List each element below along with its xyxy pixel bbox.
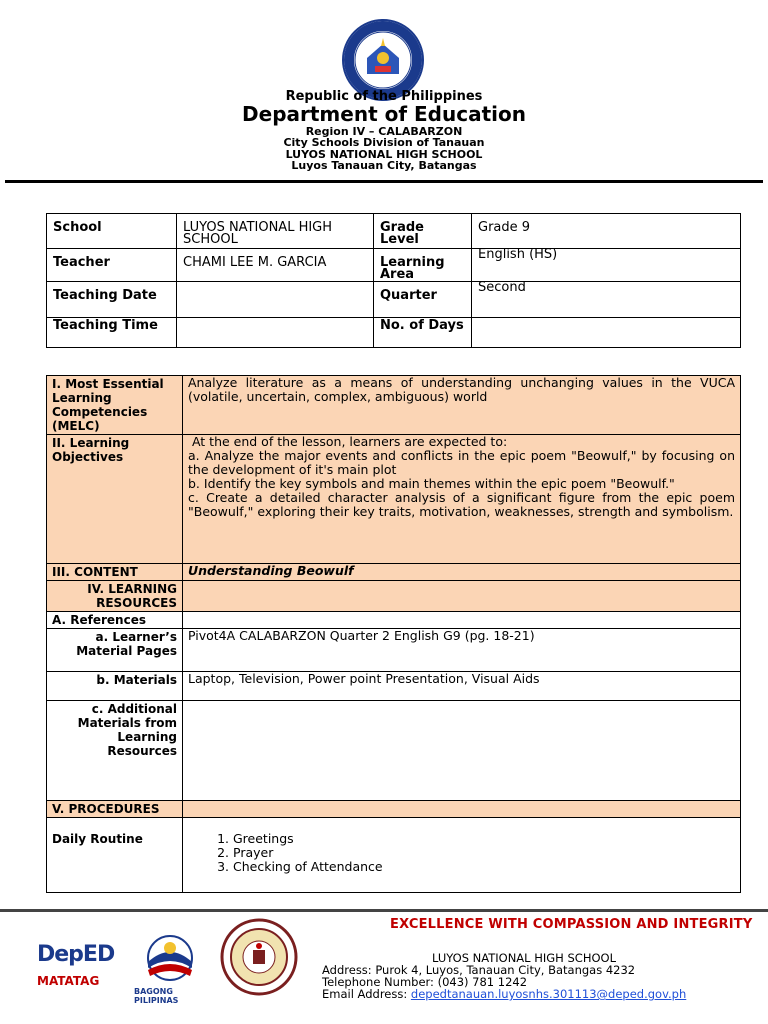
teacher-label: Teacher <box>47 249 177 282</box>
footer-phone: Telephone Number: (043) 781 1242 <box>322 975 528 989</box>
quarter-value: Second <box>472 282 741 318</box>
objectives-label: II. Learning Objectives <box>47 435 183 564</box>
objective-b: b. Identify the key symbols and main themes within the epic poem "Beowulf." <box>188 476 675 491</box>
region-heading: Region IV – CALABARZON <box>305 125 463 138</box>
footer-divider <box>0 909 768 912</box>
learning-area-value: English (HS) <box>472 249 741 282</box>
references-label: A. References <box>47 612 183 629</box>
routine-item: 1. Greetings <box>233 832 735 846</box>
materials-value: Laptop, Television, Power point Presentation, Visual Aids <box>183 672 741 701</box>
bagong-pilipinas-logo <box>130 932 210 1005</box>
daily-routine-value <box>183 818 741 893</box>
learning-area-label: Learning Area <box>374 249 472 282</box>
objectives-intro: At the end of the lesson, learners are expected to: <box>188 434 508 449</box>
quarter-label: Quarter <box>374 282 472 318</box>
additional-materials-label: c. Additional Materials from Learning Resources <box>47 701 183 801</box>
lesson-info-table <box>46 213 741 348</box>
footer-school-name: LUYOS NATIONAL HIGH SCHOOL <box>432 951 616 965</box>
routine-item: 2. Prayer <box>233 846 735 860</box>
objective-a: a. Analyze the major events and conflicts in the epic poem "Beowulf," by focusing on the development of it's main plot <box>188 448 735 477</box>
footer-email-link[interactable]: depedtanauan.luyosnhs.301113@deped.gov.ph <box>410 987 687 1001</box>
teacher-value: CHAMI LEE M. GARCIA <box>177 249 374 282</box>
footer-contact <box>322 952 686 1000</box>
teaching-date-label: Teaching Date <box>47 282 177 318</box>
deped-matatag-logo <box>35 928 135 998</box>
daily-routine-list <box>188 832 735 874</box>
materials-label: b. Materials <box>47 672 183 701</box>
learning-resources-value <box>183 581 741 612</box>
footer-email-label: Email Address: <box>322 987 411 1001</box>
header-divider <box>5 180 763 183</box>
content-label: III. CONTENT <box>47 564 183 581</box>
bagong-pilipinas-text: BAGONG PILIPINAS <box>134 987 179 1005</box>
objectives-value <box>183 435 741 564</box>
procedures-label: V. PROCEDURES <box>47 801 183 818</box>
melc-label: I. Most Essential Learning Competencies (MELC) <box>47 376 183 435</box>
school-seal-logo <box>220 918 298 996</box>
school-label: School <box>47 214 177 249</box>
learning-resources-label: IV. LEARNING RESOURCES <box>47 581 183 612</box>
school-heading: LUYOS NATIONAL HIGH SCHOOL <box>285 148 483 161</box>
teaching-date-value <box>177 282 374 318</box>
division-heading: City Schools Division of Tanauan <box>283 136 485 149</box>
no-of-days-value <box>472 318 741 348</box>
teaching-time-label: Teaching Time <box>47 318 177 348</box>
daily-routine-label: Daily Routine <box>47 818 183 893</box>
objective-c: c. Create a detailed character analysis of a significant figure from the epic poem "Beowulf," exploring their key traits, motivation, weaknesses, strength and symbolism. <box>188 490 735 519</box>
footer-email-row <box>322 988 686 1000</box>
matatag-wordmark: MATATAG <box>37 974 100 988</box>
melc-value: Analyze literature as a means of understanding unchanging values in the VUCA (volatile, uncertain, complex, ambiguous) world <box>183 376 741 435</box>
republic-heading: Republic of the Philippines <box>285 89 483 104</box>
deped-wordmark: DepED <box>37 942 115 967</box>
learners-material-value: Pivot4A CALABARZON Quarter 2 English G9 (pg. 18-21) <box>183 629 741 672</box>
grade-level-value: Grade 9 <box>472 214 741 249</box>
additional-materials-value <box>183 701 741 801</box>
bagong-pilipinas-emblem-icon <box>130 932 210 986</box>
location-heading: Luyos Tanauan City, Batangas <box>291 159 477 172</box>
no-of-days-label: No. of Days <box>374 318 472 348</box>
procedures-value <box>183 801 741 818</box>
learners-material-label: a. Learner’s Material Pages <box>47 629 183 672</box>
references-value <box>183 612 741 629</box>
content-value: Understanding Beowulf <box>183 564 741 581</box>
department-heading: Department of Education <box>242 102 526 126</box>
teaching-time-value <box>177 318 374 348</box>
lesson-plan-table <box>46 375 741 893</box>
school-value: LUYOS NATIONAL HIGH SCHOOL <box>177 214 374 249</box>
routine-item: 3. Checking of Attendance <box>233 860 735 874</box>
footer-motto: EXCELLENCE WITH COMPASSION AND INTEGRITY <box>390 917 753 932</box>
grade-level-label: Grade Level <box>374 214 472 249</box>
footer-address: Address: Purok 4, Luyos, Tanauan City, Batangas 4232 <box>322 963 636 977</box>
